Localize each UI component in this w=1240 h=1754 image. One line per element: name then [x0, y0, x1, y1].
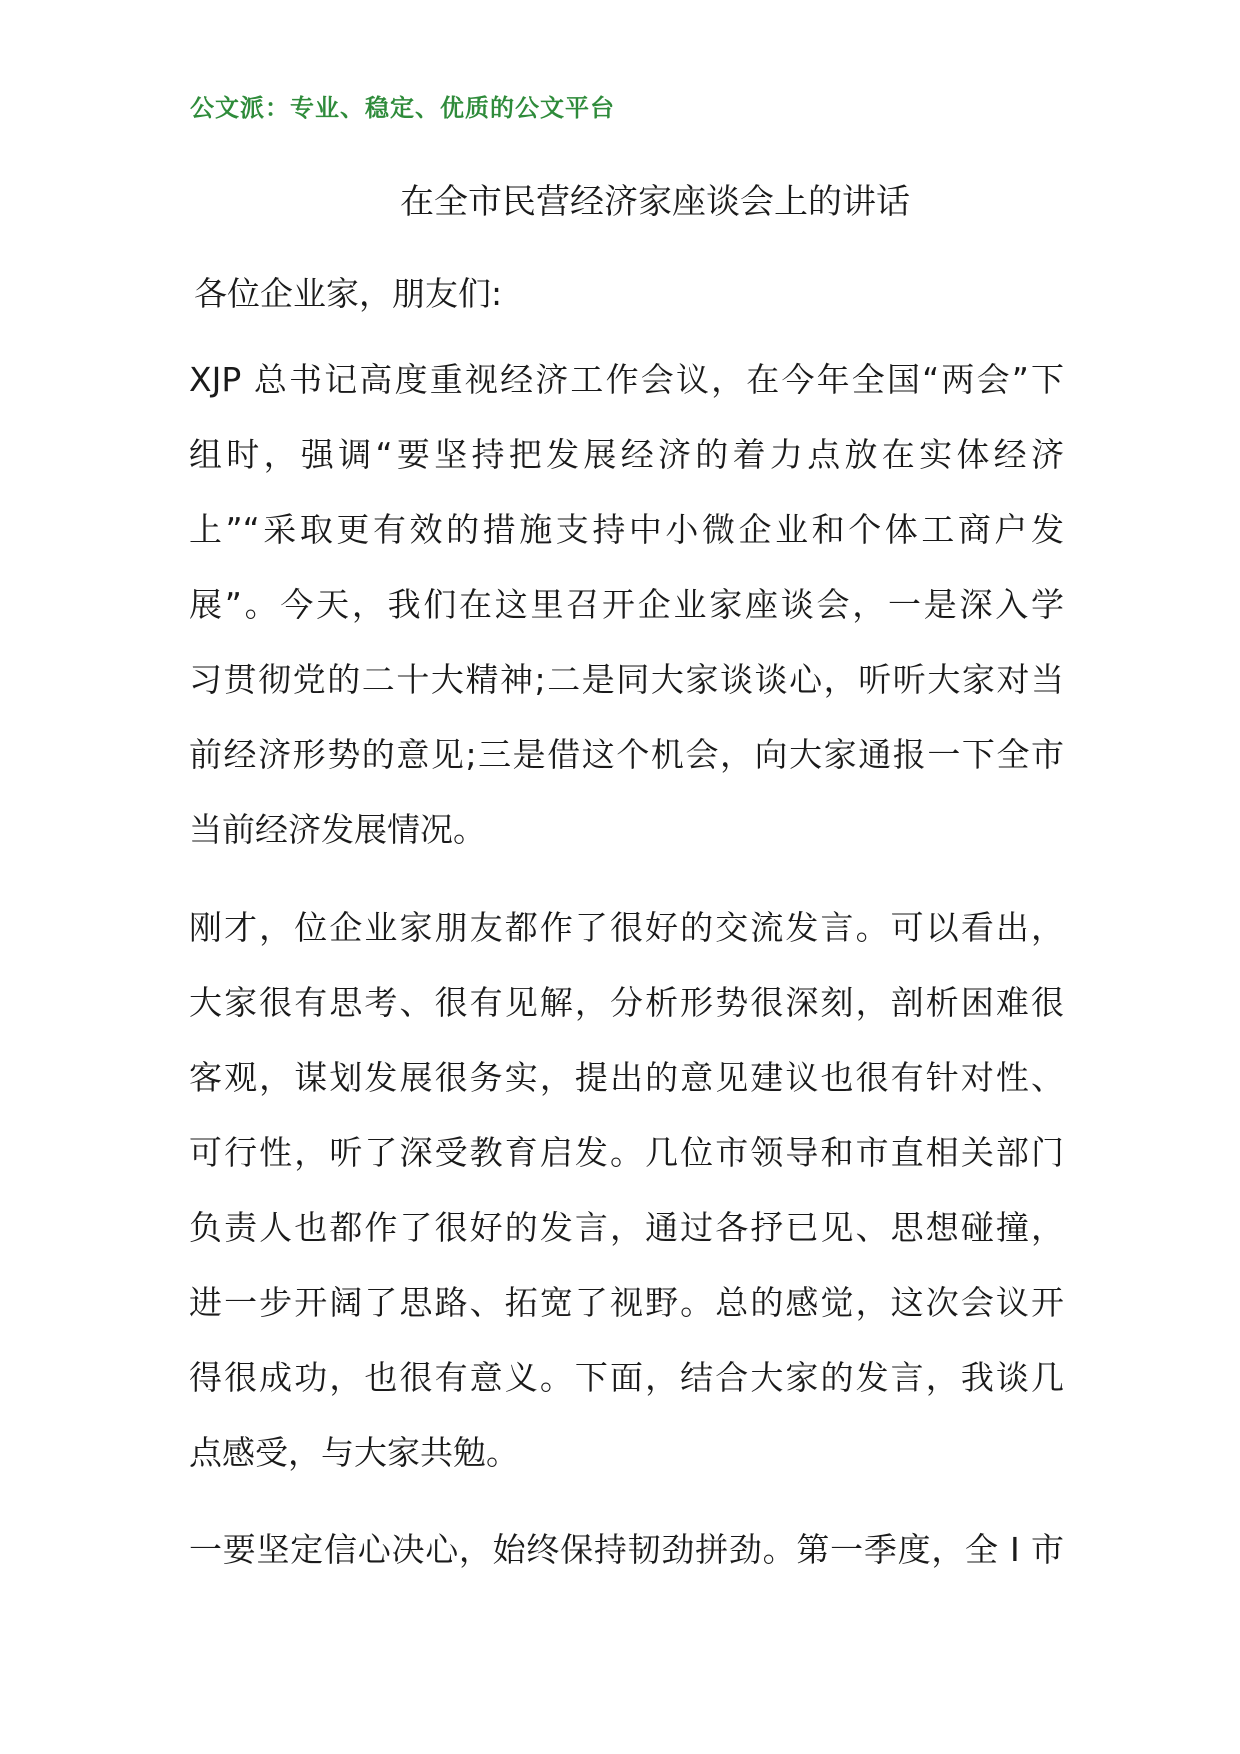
- header-banner: 公文派：专业、稳定、优质的公文平台: [190, 94, 615, 122]
- paragraph-line: 当前经济发展情况。: [189, 810, 486, 849]
- paragraph-line: 大家很有思考、很有见解，分析形势很深刻，剖析困难很: [189, 983, 1064, 1022]
- salutation: 各位企业家，朋友们:: [194, 274, 503, 313]
- paragraph-1: [189, 342, 1064, 867]
- document-title: 在全市民营经济家座谈会上的讲话: [400, 182, 910, 222]
- paragraph-line: 一要坚定信心决心，始终保持韧劲拼劲。第一季度，全 I 市: [189, 1530, 1064, 1569]
- paragraph-line: 点感受，与大家共勉。: [189, 1433, 519, 1472]
- paragraph-line: 展”。今天，我们在这里召开企业家座谈会，一是深入学: [189, 585, 1064, 624]
- paragraph-line: 客观，谋划发展很务实，提出的意见建议也很有针对性、: [189, 1058, 1064, 1097]
- paragraph-line: 进一步开阔了思路、拓宽了视野。总的感觉，这次会议开: [189, 1283, 1064, 1322]
- paragraph-3: [189, 1512, 1064, 1587]
- paragraph-line: 组时，强调“要坚持把发展经济的着力点放在实体经济: [189, 435, 1064, 474]
- paragraph-line: 负责人也都作了很好的发言，通过各抒已见、思想碰撞，: [189, 1208, 1064, 1247]
- paragraph-line: 刚才，位企业家朋友都作了很好的交流发言。可以看出，: [189, 908, 1064, 947]
- paragraph-line: 上”“采取更有效的措施支持中小微企业和个体工商户发: [189, 510, 1064, 549]
- paragraph-line: 可行性，听了深受教育启发。几位市领导和市直相关部门: [189, 1133, 1064, 1172]
- paragraph-line: 前经济形势的意见;三是借这个机会，向大家通报一下全市: [189, 735, 1064, 774]
- paragraph-line: XJP 总书记高度重视经济工作会议，在今年全国“两会”下: [189, 360, 1064, 399]
- paragraph-line: 习贯彻党的二十大精神;二是同大家谈谈心，听听大家对当: [189, 660, 1064, 699]
- paragraph-line: 得很成功，也很有意义。下面，结合大家的发言，我谈几: [189, 1358, 1064, 1397]
- paragraph-2: [189, 890, 1064, 1490]
